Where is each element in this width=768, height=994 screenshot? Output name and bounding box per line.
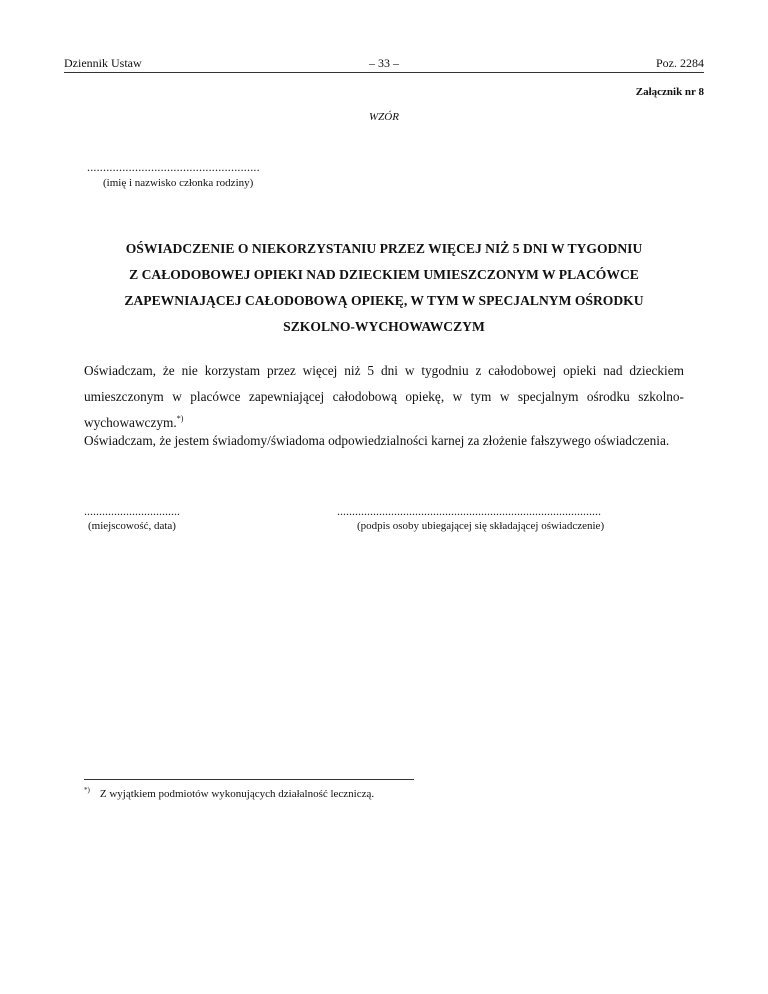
document-title [64,236,704,340]
declaration-paragraph-1 [84,358,684,436]
annex-label: Załącznik nr 8 [635,86,704,98]
place-date-caption: (miejscowość, data) [88,520,176,532]
footnote-reference: *) [176,414,184,423]
title-line: OŚWIADCZENIE O NIEKORZYSTANIU PRZEZ WIĘCEJ NIŻ 5 DNI W TYGODNIU [125,241,643,256]
position-number: Poz. 2284 [656,56,704,70]
page-header [64,56,704,73]
template-label: WZÓR [369,111,399,123]
signature-field: ........................................................................................ [337,504,601,518]
page-number: – 33 – [369,56,399,70]
journal-name: Dziennik Ustaw [64,56,142,70]
signature-caption: (podpis osoby ubiegającej się składającej oświadczenie) [357,520,605,532]
footnote-divider [84,779,414,780]
family-member-field: ...................................................... [87,160,260,174]
footnote-text: Z wyjątkiem podmiotów wykonujących działalność leczniczą. [99,788,375,800]
declaration-paragraph-2: Oświadczam, że jestem świadomy/świadoma odpowiedzialności karnej za złożenie fałszywego oświadczenia. [84,433,670,448]
title-line: Z CAŁODOBOWEJ OPIEKI NAD DZIECKIEM UMIESZCZONYM W PLACÓWCE [129,267,639,282]
family-member-caption: (imię i nazwisko członka rodziny) [103,177,254,189]
place-date-field: ................................ [84,504,180,518]
footnote-mark: *) [84,786,90,794]
title-line: SZKOLNO-WYCHOWAWCZYM [283,319,485,334]
declaration-text-1: Oświadczam, że nie korzystam przez więcej niż 5 dni w tygodniu z całodobowej opieki nad dzieckiem umieszczonym w placówce zapewniającej całodobową opiekę, w tym w specjalnym ośrodku szkolno-wychowawczym. [84,363,684,430]
footnote [84,786,374,800]
title-line: ZAPEWNIAJĄCEJ CAŁODOBOWĄ OPIEKĘ, W TYM W SPECJALNYM OŚRODKU [124,293,644,308]
